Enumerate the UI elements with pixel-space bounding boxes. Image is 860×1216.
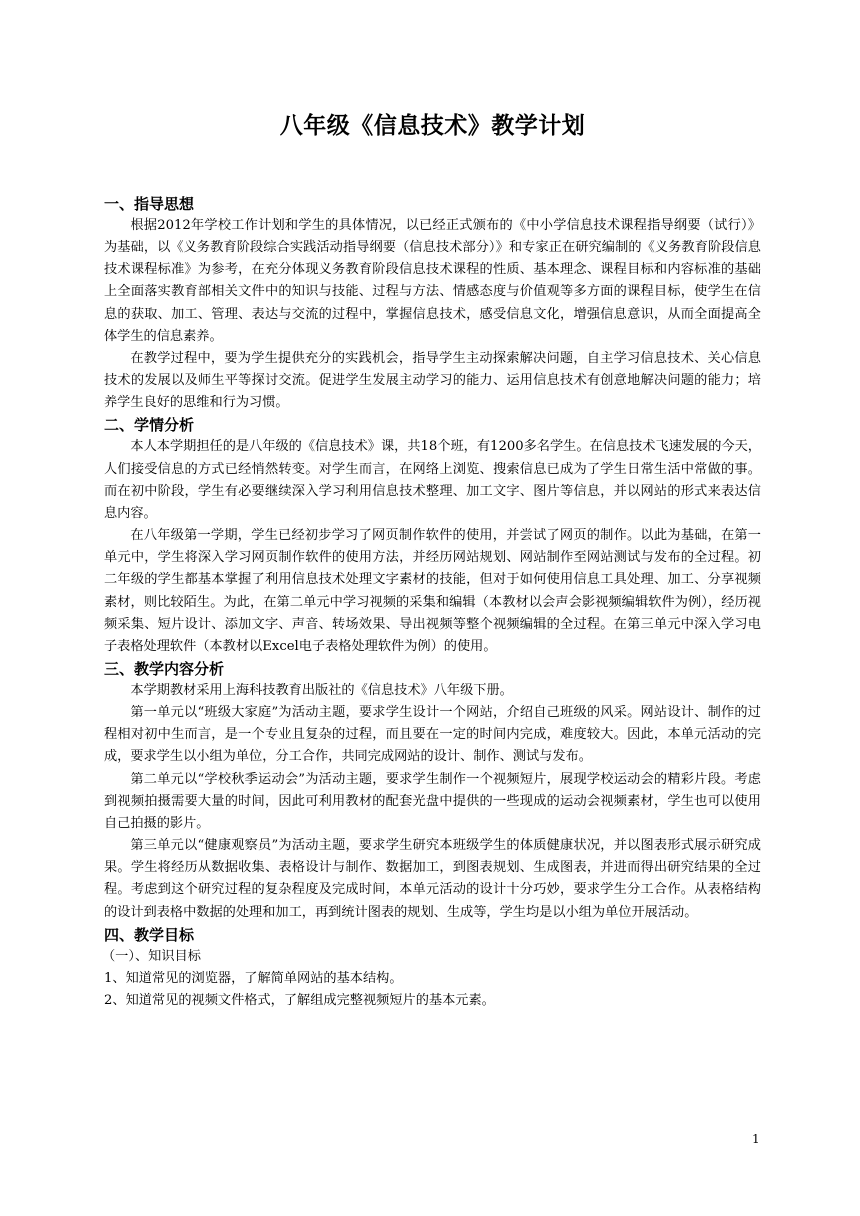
list-item: 1、知道常见的浏览器，了解简单网站的基本结构。	[104, 970, 403, 986]
section-content-analysis	[104, 658, 761, 924]
document-title: 八年级《信息技术》教学计划	[279, 113, 586, 139]
section-heading: 一、指导思想	[104, 195, 195, 213]
section-guiding-ideology	[104, 193, 761, 414]
paragraph: 第二单元以“学校秋季运动会”为活动主题，要求学生制作一个视频短片，展现学校运动会的精彩片段。考虑到视频拍摄需要大量的时间，因此可利用教材的配套光盘中提供的一些现成的运动会视频素材，学生也可以使用自己拍摄的影片。	[104, 771, 761, 831]
paragraph: 根据2012年学校工作计划和学生的具体情况，以已经正式颁布的《中小学信息技术课程指导纲要（试行）》为基础，以《义务教育阶段综合实践活动指导纲要（信息技术部分）》和专家正在研究编制的《义务教育阶段信息技术课程标准》为参考，在充分体现义务教育阶段信息技术课程的性质、基本理念、课程目标和内容标准的基础上全面落实教育部相关文件中的知识与技能、过程与方法、情感态度与价值观等多方面的课程目标，使学生在信息的获取、加工、管理、表达与交流的过程中，掌握信息技术，感受信息文化，增强信息意识，从而全面提高全体学生的信息素养。	[104, 218, 761, 344]
paragraph: 本人本学期担任的是八年级的《信息技术》课，共18个班，有1200多名学生。在信息技术飞速发展的今天，人们接受信息的方式已经悄然转变。对学生而言，在网络上浏览、搜索信息已成为了学生日常生活中常做的事。而在初中阶段，学生有必要继续深入学习利用信息技术整理、加工文字、图片等信息，并以网站的形式来表达信息内容。	[104, 439, 761, 521]
section-heading: 四、教学目标	[104, 925, 195, 944]
section-student-analysis	[104, 414, 761, 658]
paragraph: 在教学过程中，要为学生提供充分的实践机会，指导学生主动探索解决问题，自主学习信息技术、关心信息技术的发展以及师生平等探讨交流。促进学生发展主动学习的能力、运用信息技术有创意地解决问题的能力；培养学生良好的思维和行为习惯。	[104, 350, 761, 411]
page-number: 1	[752, 1132, 760, 1146]
subheading-knowledge-goals: （一）、知识目标	[102, 948, 201, 964]
section-teaching-goals	[104, 924, 761, 1012]
document-page	[104, 0, 761, 1012]
paragraph: 本学期教材采用上海科技教育出版社的《信息技术》八年级下册。	[130, 682, 513, 698]
section-heading: 三、教学内容分析	[104, 659, 225, 678]
paragraph: 在八年级第一学期，学生已经初步学习了网页制作软件的使用，并尝试了网页的制作。以此为基础，在第一单元中，学生将深入学习网页制作软件的使用方法，并经历网站规划、网站制作至网站测试与发布的全过程。初二年级的学生都基本掌握了利用信息技术处理文字素材的技能，但对于如何使用信息工具处理、加工、分享视频素材，则比较陌生。为此，在第二单元中学习视频的采集和编辑（本教材以会声会影视频编辑软件为例），经历视频采集、短片设计、添加文字、声音、转场效果、导出视频等整个视频编辑的全过程。在第三单元中深入学习电子表格处理软件（本教材以Excel电子表格处理软件为例）的使用。	[104, 528, 761, 654]
paragraph: 第一单元以“班级大家庭”为活动主题，要求学生设计一个网站，介绍自己班级的风采。网站设计、制作的过程相对初中生而言，是一个专业且复杂的过程，而且要在一定的时间内完成，难度较大。因此，本单元活动的完成，要求学生以小组为单位，分工合作，共同完成网站的设计、制作、测试与发布。	[104, 705, 761, 765]
list-item: 2、知道常见的视频文件格式，了解组成完整视频短片的基本元素。	[104, 993, 495, 1008]
paragraph: 第三单元以“健康观察员”为活动主题，要求学生研究本班级学生的体质健康状况，并以图表形式展示研究成果。学生将经历从数据收集、表格设计与制作、数据加工，到图表规划、生成图表，并进而得出研究结果的全过程。考虑到这个研究过程的复杂程度及完成时间，本单元活动的设计十分巧妙，要求学生分工合作。从表格结构的设计到表格中数据的处理和加工，再到统计图表的规划、生成等，学生均是以小组为单位开展活动。	[104, 838, 761, 920]
section-heading: 二、学情分析	[104, 416, 195, 435]
